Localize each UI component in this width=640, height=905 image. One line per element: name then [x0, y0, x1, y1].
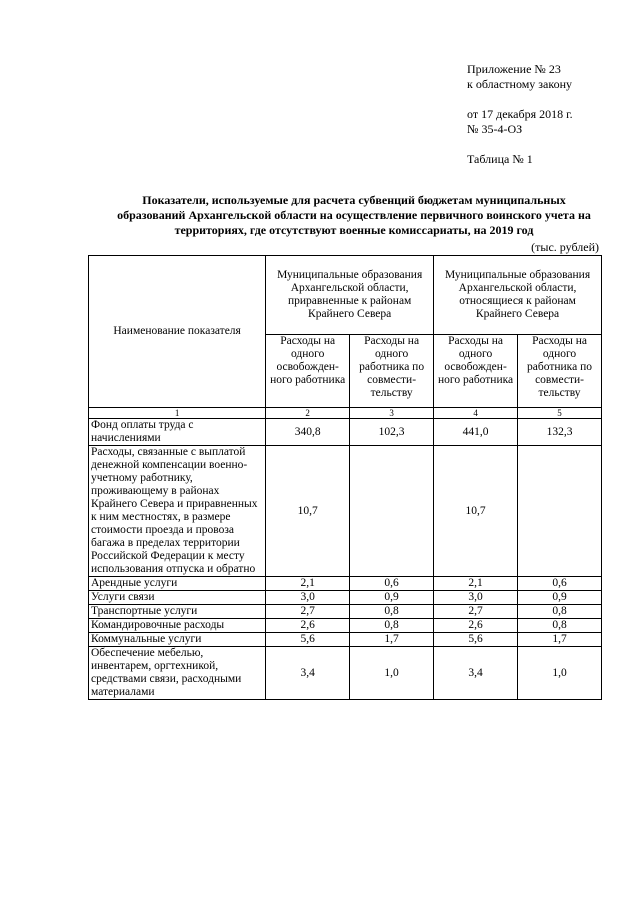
table-row: [89, 446, 602, 577]
row-name: Командировочные расходы: [89, 619, 266, 633]
row-value: 132,3: [518, 419, 602, 446]
row-value: 0,8: [350, 605, 434, 619]
row-value: 5,6: [266, 633, 350, 647]
row-name: Арендные услуги: [89, 577, 266, 591]
row-value: [350, 446, 434, 577]
row-value: 3,4: [434, 647, 518, 700]
row-value: 2,6: [434, 619, 518, 633]
title-line-1: Показатели, используемые для расчета субвенций бюджетам муниципальных: [142, 193, 566, 207]
row-value: 1,0: [518, 647, 602, 700]
table-row: [89, 619, 602, 633]
appendix-block: [467, 62, 627, 167]
row-name: Коммунальные услуги: [89, 633, 266, 647]
row-name: Фонд оплаты труда с начислениями: [89, 419, 266, 446]
appendix-line-2: к областному закону: [467, 77, 573, 91]
table-row: [89, 633, 602, 647]
row-value: 0,9: [350, 591, 434, 605]
appendix-line-1: Приложение № 23: [467, 62, 561, 76]
row-value: 0,8: [518, 619, 602, 633]
table-row: [89, 605, 602, 619]
column-number-3: 3: [350, 408, 434, 419]
column-number-5: 5: [518, 408, 602, 419]
row-value: 2,1: [266, 577, 350, 591]
column-number-2: 2: [266, 408, 350, 419]
table-row: [89, 577, 602, 591]
row-name: Транспортные услуги: [89, 605, 266, 619]
row-value: [518, 446, 602, 577]
row-value: 340,8: [266, 419, 350, 446]
row-name: Расходы, связанные с выплатой денежной компенсации военно-учетному работнику, проживающему в районах Крайнего Севера и приравненных к ним местностях, в размере стоимости проезда и провоза багажа в пределах территории Российской Федерации к месту использования отпуска и обратно: [89, 446, 266, 577]
table-row: [89, 647, 602, 700]
row-name: Обеспечение мебелью, инвентарем, оргтехникой, средствами связи, расходными материалами: [89, 647, 266, 700]
header-group-far-north: Муниципальные образования Архангельской области, относящиеся к районам Крайнего Севера: [434, 256, 602, 335]
title-line-3: территориях, где отсутствуют военные комиссариаты, на 2019 год: [174, 223, 534, 237]
document-title: [84, 193, 624, 238]
units-label: (тыс. рублей): [531, 240, 599, 254]
header-sub-part-time-1: Расходы на одного работника по совмести-тельству: [350, 335, 434, 408]
header-group-equated: Муниципальные образования Архангельской области, приравненные к районам Крайнего Севера: [266, 256, 434, 335]
row-value: 5,6: [434, 633, 518, 647]
table-row: [89, 591, 602, 605]
row-name: Услуги связи: [89, 591, 266, 605]
appendix-line-3: от 17 декабря 2018 г.: [467, 107, 573, 121]
row-value: 0,6: [518, 577, 602, 591]
row-value: 10,7: [434, 446, 518, 577]
row-value: 0,8: [350, 619, 434, 633]
row-value: 0,8: [518, 605, 602, 619]
table-label: Таблица № 1: [467, 152, 533, 166]
row-value: 1,7: [518, 633, 602, 647]
row-value: 3,0: [434, 591, 518, 605]
title-line-2: образований Архангельской области на осуществление первичного воинского учета на: [117, 208, 591, 222]
header-indicator-name: Наименование показателя: [89, 256, 266, 408]
row-value: 1,0: [350, 647, 434, 700]
indicators-table: [88, 255, 602, 700]
row-value: 2,7: [434, 605, 518, 619]
header-sub-part-time-2: Расходы на одного работника по совмести-тельству: [518, 335, 602, 408]
row-value: 2,7: [266, 605, 350, 619]
row-value: 3,4: [266, 647, 350, 700]
column-number-4: 4: [434, 408, 518, 419]
row-value: 0,6: [350, 577, 434, 591]
row-value: 2,6: [266, 619, 350, 633]
header-sub-full-time-2: Расходы на одного освобожден-ного работника: [434, 335, 518, 408]
column-number-1: 1: [89, 408, 266, 419]
row-value: 3,0: [266, 591, 350, 605]
row-value: 0,9: [518, 591, 602, 605]
row-value: 1,7: [350, 633, 434, 647]
row-value: 102,3: [350, 419, 434, 446]
row-value: 441,0: [434, 419, 518, 446]
header-sub-full-time-1: Расходы на одного освобожден-ного работника: [266, 335, 350, 408]
appendix-line-4: № 35-4-ОЗ: [467, 122, 523, 136]
row-value: 2,1: [434, 577, 518, 591]
row-value: 10,7: [266, 446, 350, 577]
table-row: [89, 419, 602, 446]
